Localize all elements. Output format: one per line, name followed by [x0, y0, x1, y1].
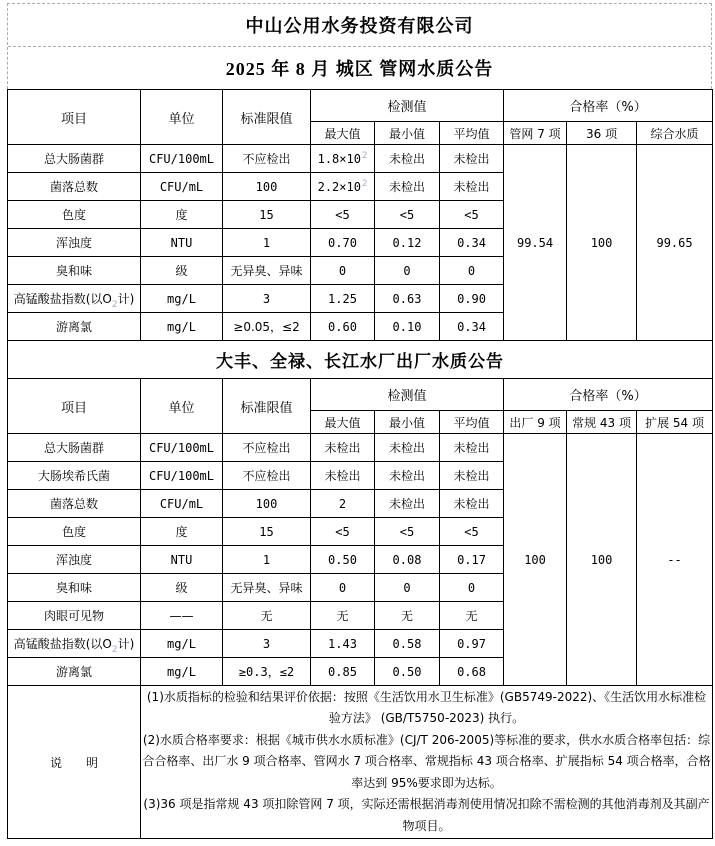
column-header-rate1: 出厂 9 项: [504, 411, 567, 434]
superscript: 2: [361, 178, 368, 189]
column-header-avg: 平均值: [440, 122, 504, 145]
section2-title: 大丰、全禄、长江水厂出厂水质公告: [8, 341, 713, 379]
cell-avg: <5: [440, 518, 504, 546]
cell-item: 肉眼可见物: [8, 602, 141, 630]
column-header-max: 最大值: [311, 411, 375, 434]
cell-min: <5: [375, 201, 440, 229]
cell-item: 浑浊度: [8, 229, 141, 257]
cell-limit: 不应检出: [223, 145, 311, 173]
note-line-2: (2)水质合格率要求：根据《城市供水水质标准》(CJ/T 206-2005)等标准的要求，供水水质合格率包括：综合合格率、出厂水 9 项合格率、管网水 7 项合格率、常规指标 43 项合格率、扩展指标 54 项合格率，合格率达到 95%要求即为达标。: [142, 732, 711, 790]
cell-item: 大肠埃希氏菌: [8, 462, 141, 490]
cell-limit: 无异臭、异味: [223, 257, 311, 285]
cell-unit: 级: [141, 257, 223, 285]
cell-limit: 1: [223, 229, 311, 257]
cell-min: 0.63: [375, 285, 440, 313]
cell-max: 未检出: [311, 462, 375, 490]
cell-max: 0.70: [311, 229, 375, 257]
cell-avg: 0.17: [440, 546, 504, 574]
column-header-avg: 平均值: [440, 411, 504, 434]
cell-pass-rate-network7: 99.54: [504, 145, 567, 341]
cell-max: $2.2\times 10^2$: [311, 173, 375, 201]
cell-limit: 15: [223, 201, 311, 229]
report-title: 2025 年 8 月 城区 管网水质公告: [225, 59, 494, 79]
subscript: 2: [111, 300, 118, 310]
cell-min: 0.50: [375, 658, 440, 686]
column-header-unit: 单位: [141, 90, 223, 145]
cell-min: 0: [375, 257, 440, 285]
cell-unit: mg/L: [141, 313, 223, 341]
table2-header-row-1: [8, 379, 713, 411]
cell-item: 臭和味: [8, 257, 141, 285]
cell-unit: 级: [141, 574, 223, 602]
column-group-detection: 检测值: [311, 379, 504, 411]
cell-avg: 0: [440, 574, 504, 602]
note-line-3: (3)36 项是指常规 43 项扣除管网 7 项，实际还需根据消毒剂使用情况扣除不需检测的其他消毒剂及其副产物项目。: [143, 797, 710, 833]
cell-max: 0: [311, 257, 375, 285]
superscript: 2: [361, 150, 368, 161]
cell-unit: mg/L: [141, 630, 223, 658]
cell-max: 未检出: [311, 434, 375, 462]
cell-avg: 未检出: [440, 434, 504, 462]
column-header-max: 最大值: [311, 122, 375, 145]
column-header-rate3: 综合水质: [637, 122, 713, 145]
cell-item: 浑浊度: [8, 546, 141, 574]
cell-limit: 3: [223, 285, 311, 313]
company-title: 中山公用水务投资有限公司: [8, 4, 711, 47]
cell-item: 高锰酸盐指数(以$O_2$计): [8, 285, 141, 313]
column-header-unit: 单位: [141, 379, 223, 434]
notes-label: 说 明: [8, 686, 141, 839]
cell-unit: CFU/100mL: [141, 145, 223, 173]
cell-unit: CFU/mL: [141, 490, 223, 518]
cell-unit: CFU/100mL: [141, 462, 223, 490]
column-group-pass-rate: 合格率（%）: [504, 379, 713, 411]
cell-max: 1.43: [311, 630, 375, 658]
cell-max: 无: [311, 602, 375, 630]
cell-limit: 无: [223, 602, 311, 630]
cell-unit: 度: [141, 201, 223, 229]
cell-limit: 3: [223, 630, 311, 658]
cell-unit: ——: [141, 602, 223, 630]
cell-pass-rate-extended54: --: [637, 434, 713, 686]
cell-item: 菌落总数: [8, 490, 141, 518]
column-header-limit: 标准限值: [223, 90, 311, 145]
title-block: [7, 3, 712, 89]
column-header-limit: 标准限值: [223, 379, 311, 434]
cell-pass-rate-36: 100: [567, 145, 637, 341]
cell-limit: 15: [223, 518, 311, 546]
cell-min: 未检出: [375, 434, 440, 462]
notes-row: [8, 686, 713, 839]
cell-limit: 不应检出: [223, 434, 311, 462]
table1-header-row-1: [8, 90, 713, 122]
cell-unit: mg/L: [141, 285, 223, 313]
cell-min: 未检出: [375, 490, 440, 518]
cell-limit: 1: [223, 546, 311, 574]
cell-item: 臭和味: [8, 574, 141, 602]
cell-pass-rate-regular43: 100: [567, 434, 637, 686]
column-header-rate2: 36 项: [567, 122, 637, 145]
cell-max: 1.25: [311, 285, 375, 313]
cell-min: 无: [375, 602, 440, 630]
cell-unit: 度: [141, 518, 223, 546]
cell-avg: 0.90: [440, 285, 504, 313]
cell-avg: 未检出: [440, 173, 504, 201]
column-header-rate1: 管网 7 项: [504, 122, 567, 145]
cell-limit: 不应检出: [223, 462, 311, 490]
cell-max: 0.50: [311, 546, 375, 574]
cell-unit: CFU/100mL: [141, 434, 223, 462]
cell-min: 0.10: [375, 313, 440, 341]
cell-min: 0: [375, 574, 440, 602]
cell-min: 未检出: [375, 145, 440, 173]
column-group-detection: 检测值: [311, 90, 504, 122]
cell-unit: NTU: [141, 229, 223, 257]
cell-avg: 0.34: [440, 229, 504, 257]
table-row: [8, 434, 713, 462]
cell-avg: 0: [440, 257, 504, 285]
cell-avg: 0.34: [440, 313, 504, 341]
cell-limit: 100: [223, 173, 311, 201]
cell-avg: 0.97: [440, 630, 504, 658]
cell-unit: CFU/mL: [141, 173, 223, 201]
cell-max: 0.85: [311, 658, 375, 686]
cell-item: 色度: [8, 518, 141, 546]
notes-text: [141, 686, 713, 839]
cell-min: 未检出: [375, 462, 440, 490]
cell-avg: 0.68: [440, 658, 504, 686]
cell-limit: 100: [223, 490, 311, 518]
column-header-min: 最小值: [375, 411, 440, 434]
cell-item: 游离氯: [8, 658, 141, 686]
column-header-min: 最小值: [375, 122, 440, 145]
note-line-1: (1)水质指标的检验和结果评价依据：按照《生活饮用水卫生标准》(GB5749-2022)、《生活饮用水标准检验方法》 (GB/T5750-2023) 执行。: [146, 689, 707, 726]
cell-max: <5: [311, 201, 375, 229]
cell-avg: 无: [440, 602, 504, 630]
cell-min: 0.12: [375, 229, 440, 257]
cell-min: 0.58: [375, 630, 440, 658]
cell-limit: 无异臭、异味: [223, 574, 311, 602]
cell-max: 0: [311, 574, 375, 602]
cell-unit: NTU: [141, 546, 223, 574]
section2-title-row: [8, 341, 713, 379]
cell-item: 总大肠菌群: [8, 145, 141, 173]
cell-unit: mg/L: [141, 658, 223, 686]
column-header-rate3: 扩展 54 项: [637, 411, 713, 434]
cell-limit: ≥0.05，≤2: [223, 313, 311, 341]
cell-max: 2: [311, 490, 375, 518]
cell-item: 高锰酸盐指数(以$O_2$计): [8, 630, 141, 658]
table-row: [8, 145, 713, 173]
cell-avg: 未检出: [440, 462, 504, 490]
cell-pass-rate-overall: 99.65: [637, 145, 713, 341]
water-quality-table: [7, 89, 713, 839]
cell-item: 菌落总数: [8, 173, 141, 201]
cell-max: $1.8\times 10^2$: [311, 145, 375, 173]
cell-item: 总大肠菌群: [8, 434, 141, 462]
cell-max: 0.60: [311, 313, 375, 341]
cell-avg: 未检出: [440, 145, 504, 173]
cell-min: 未检出: [375, 173, 440, 201]
column-header-item: 项目: [8, 90, 141, 145]
cell-item: 色度: [8, 201, 141, 229]
subscript: 2: [111, 645, 118, 655]
cell-item: 游离氯: [8, 313, 141, 341]
column-group-pass-rate: 合格率（%）: [504, 90, 713, 122]
cell-pass-rate-factory9: 100: [504, 434, 567, 686]
cell-avg: 未检出: [440, 490, 504, 518]
column-header-item: 项目: [8, 379, 141, 434]
cell-limit: ≥0.3，≤2: [223, 658, 311, 686]
cell-avg: <5: [440, 201, 504, 229]
cell-max: <5: [311, 518, 375, 546]
cell-min: 0.08: [375, 546, 440, 574]
cell-min: <5: [375, 518, 440, 546]
column-header-rate2: 常规 43 项: [567, 411, 637, 434]
